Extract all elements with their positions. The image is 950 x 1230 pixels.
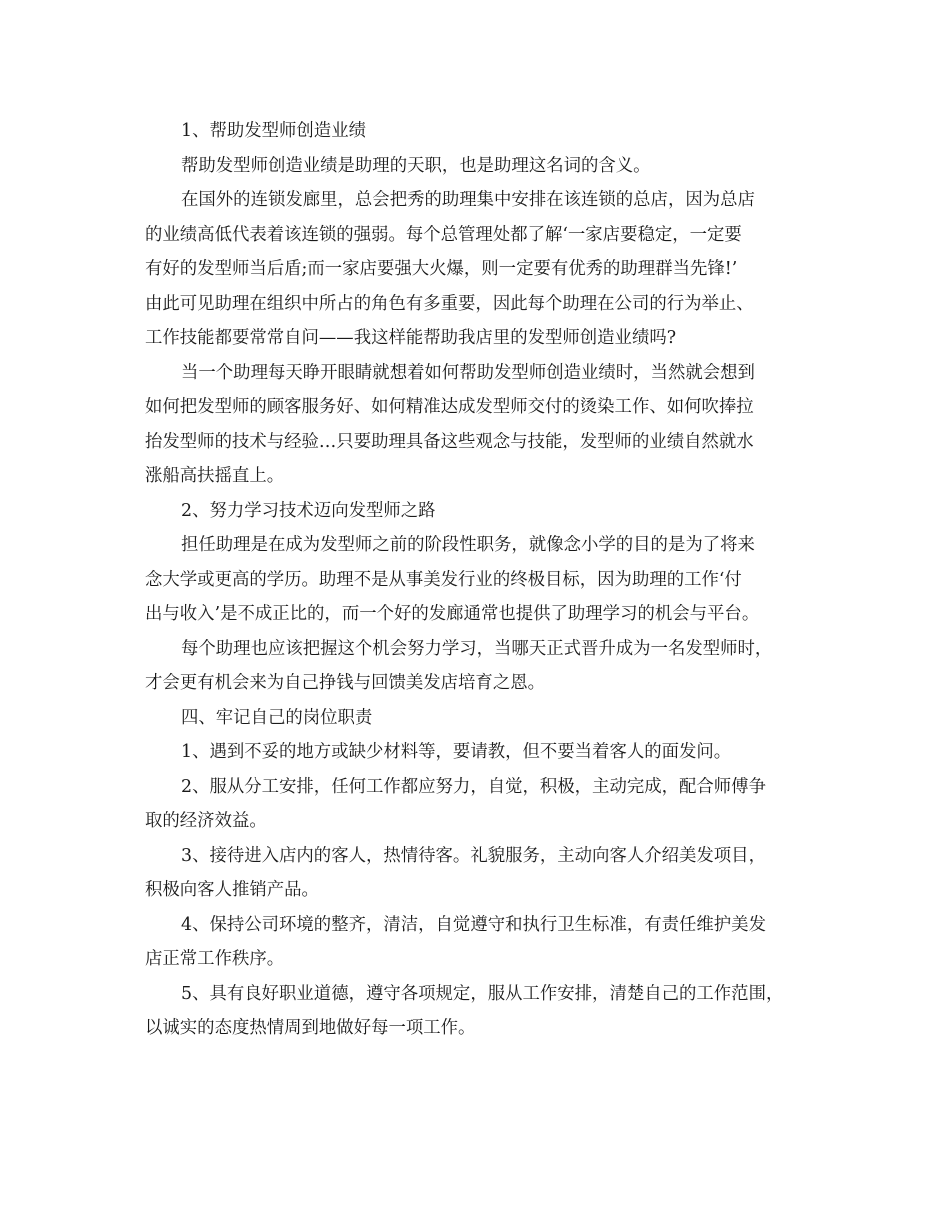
paragraph-line: 念大学或更高的学历。助理不是从事美发行业的终极目标，因为助理的工作‘付 — [145, 569, 742, 590]
paragraph-line: 当一个助理每天睁开眼睛就想着如何帮助发型师创造业绩时，当然就会想到 — [181, 362, 755, 383]
paragraph-line: 帮助发型师创造业绩是助理的天职，也是助理这名词的含义。 — [181, 155, 651, 176]
list-item-line: 5、具有良好职业道德，遵守各项规定，服从工作安排，清楚自己的工作范围， — [181, 983, 784, 1004]
document-body — [145, 114, 815, 1046]
paragraph-line: 有好的发型师当后盾;而一家店要强大火爆，则一定要有优秀的助理群当先锋!’ — [145, 259, 738, 279]
paragraph-line: 在国外的连锁发廊里，总会把秀的助理集中安排在该连锁的总店，因为总店 — [181, 190, 755, 210]
list-item-line: 4、保持公司环境的整齐，清洁，自觉遵守和执行卫生标准，有责任维护美发 — [181, 914, 766, 935]
section-heading: 四、牢记自己的岗位职责 — [181, 707, 373, 728]
list-item-line: 以诚实的态度热情周到地做好每一项工作。 — [145, 1018, 476, 1038]
paragraph-line: 工作技能都要常常自问——我这样能帮助我店里的发型师创造业绩吗? — [145, 328, 677, 348]
paragraph-line: 每个助理也应该把握这个机会努力学习，当哪天正式晋升成为一名发型师时， — [181, 638, 773, 659]
list-item-line: 店正常工作秩序。 — [145, 949, 285, 969]
paragraph-line: 的业绩高低代表着该连锁的强弱。每个总管理处都了解‘一家店要稳定，一定要 — [145, 224, 742, 245]
paragraph-line: 如何把发型师的顾客服务好、如何精准达成发型师交付的烫染工作、如何吹捧拉 — [145, 397, 754, 417]
list-item-line: 取的经济效益。 — [145, 811, 267, 831]
paragraph-line: 涨船高扶摇直上。 — [145, 466, 285, 486]
paragraph-line: 出与收入’是不成正比的，而一个好的发廊通常也提供了助理学习的机会与平台。 — [145, 604, 760, 624]
section-heading: 2、努力学习技术迈向发型师之路 — [181, 500, 436, 521]
paragraph-line: 担任助理是在成为发型师之前的阶段性职务，就像念小学的目的是为了将来 — [181, 535, 755, 555]
section-heading: 1、帮助发型师创造业绩 — [181, 121, 366, 141]
paragraph-line: 抬发型师的技术与经验…只要助理具备这些观念与技能，发型师的业绩自然就水 — [145, 431, 754, 452]
paragraph-line: 由此可见助理在组织中所占的角色有多重要，因此每个助理在公司的行为举止、 — [145, 293, 754, 314]
list-item-line: 3、接待进入店内的客人，热情待客。礼貌服务，主动向客人介绍美发项目， — [181, 845, 766, 866]
list-item-line: 1、遇到不妥的地方或缺少材料等，要请教，但不要当着客人的面发问。 — [181, 742, 732, 762]
list-item-line: 2、服从分工安排，任何工作都应努力，自觉，积极，主动完成，配合师傅争 — [181, 776, 766, 797]
list-item-line: 积极向客人推销产品。 — [145, 880, 319, 900]
paragraph-line: 才会更有机会来为自己挣钱与回馈美发店培育之恩。 — [145, 673, 545, 693]
